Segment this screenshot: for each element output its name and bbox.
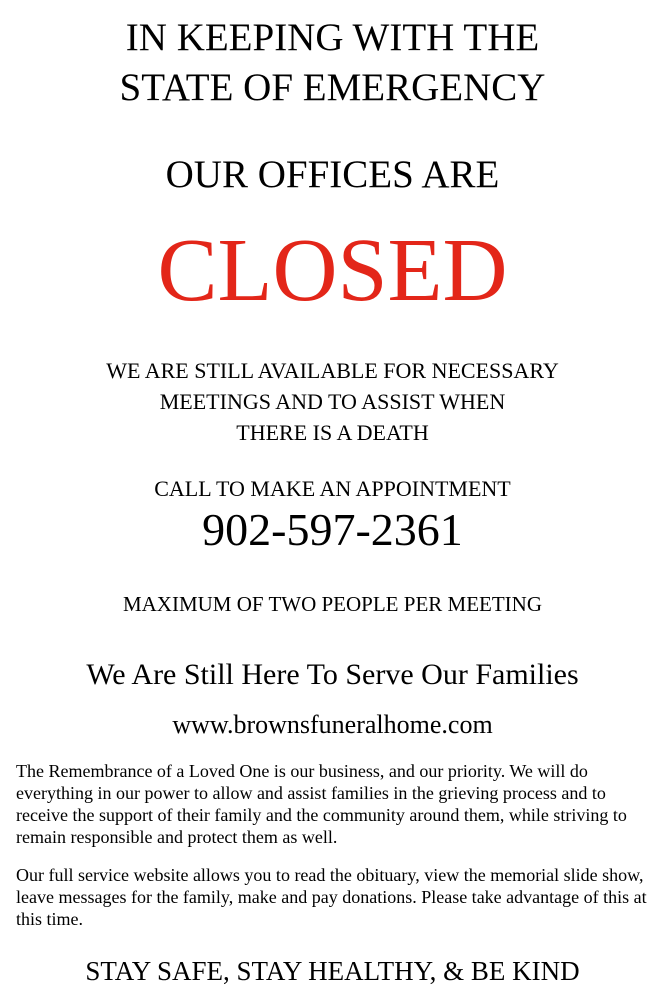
footer-slogan: STAY SAFE, STAY HEALTHY, & BE KIND xyxy=(85,956,580,986)
availability-line-1: WE ARE STILL AVAILABLE FOR NECESSARY xyxy=(106,358,559,383)
serve-tagline: We Are Still Here To Serve Our Families xyxy=(86,658,579,691)
headline-line-1: IN KEEPING WITH THE xyxy=(125,16,540,59)
closed-heading: CLOSED xyxy=(157,221,508,320)
website-paragraph: Our full service website allows you to read the obituary, view the memorial slide show, leave messages for the family, make and pay donations. Please take advantage of this at this time. xyxy=(16,865,647,929)
phone-number: 902-597-2361 xyxy=(202,504,463,555)
remembrance-paragraph: The Remembrance of a Loved One is our business, and our priority. We will do everything in our power to allow and assist families in the grieving process and to receive the support of their family and the community around them, while striving to remain responsible and protect them as well. xyxy=(16,761,627,847)
meeting-limit: MAXIMUM OF TWO PEOPLE PER MEETING xyxy=(122,592,543,616)
website-address: www.brownsfuneralhome.com xyxy=(172,710,493,739)
offices-are-heading: OUR OFFICES ARE xyxy=(165,153,500,196)
availability-line-2: MEETINGS AND TO ASSIST WHEN xyxy=(159,389,506,414)
headline-line-2: STATE OF EMERGENCY xyxy=(119,66,546,109)
availability-line-3: THERE IS A DEATH xyxy=(236,420,429,445)
appointment-label: CALL TO MAKE AN APPOINTMENT xyxy=(154,476,511,501)
